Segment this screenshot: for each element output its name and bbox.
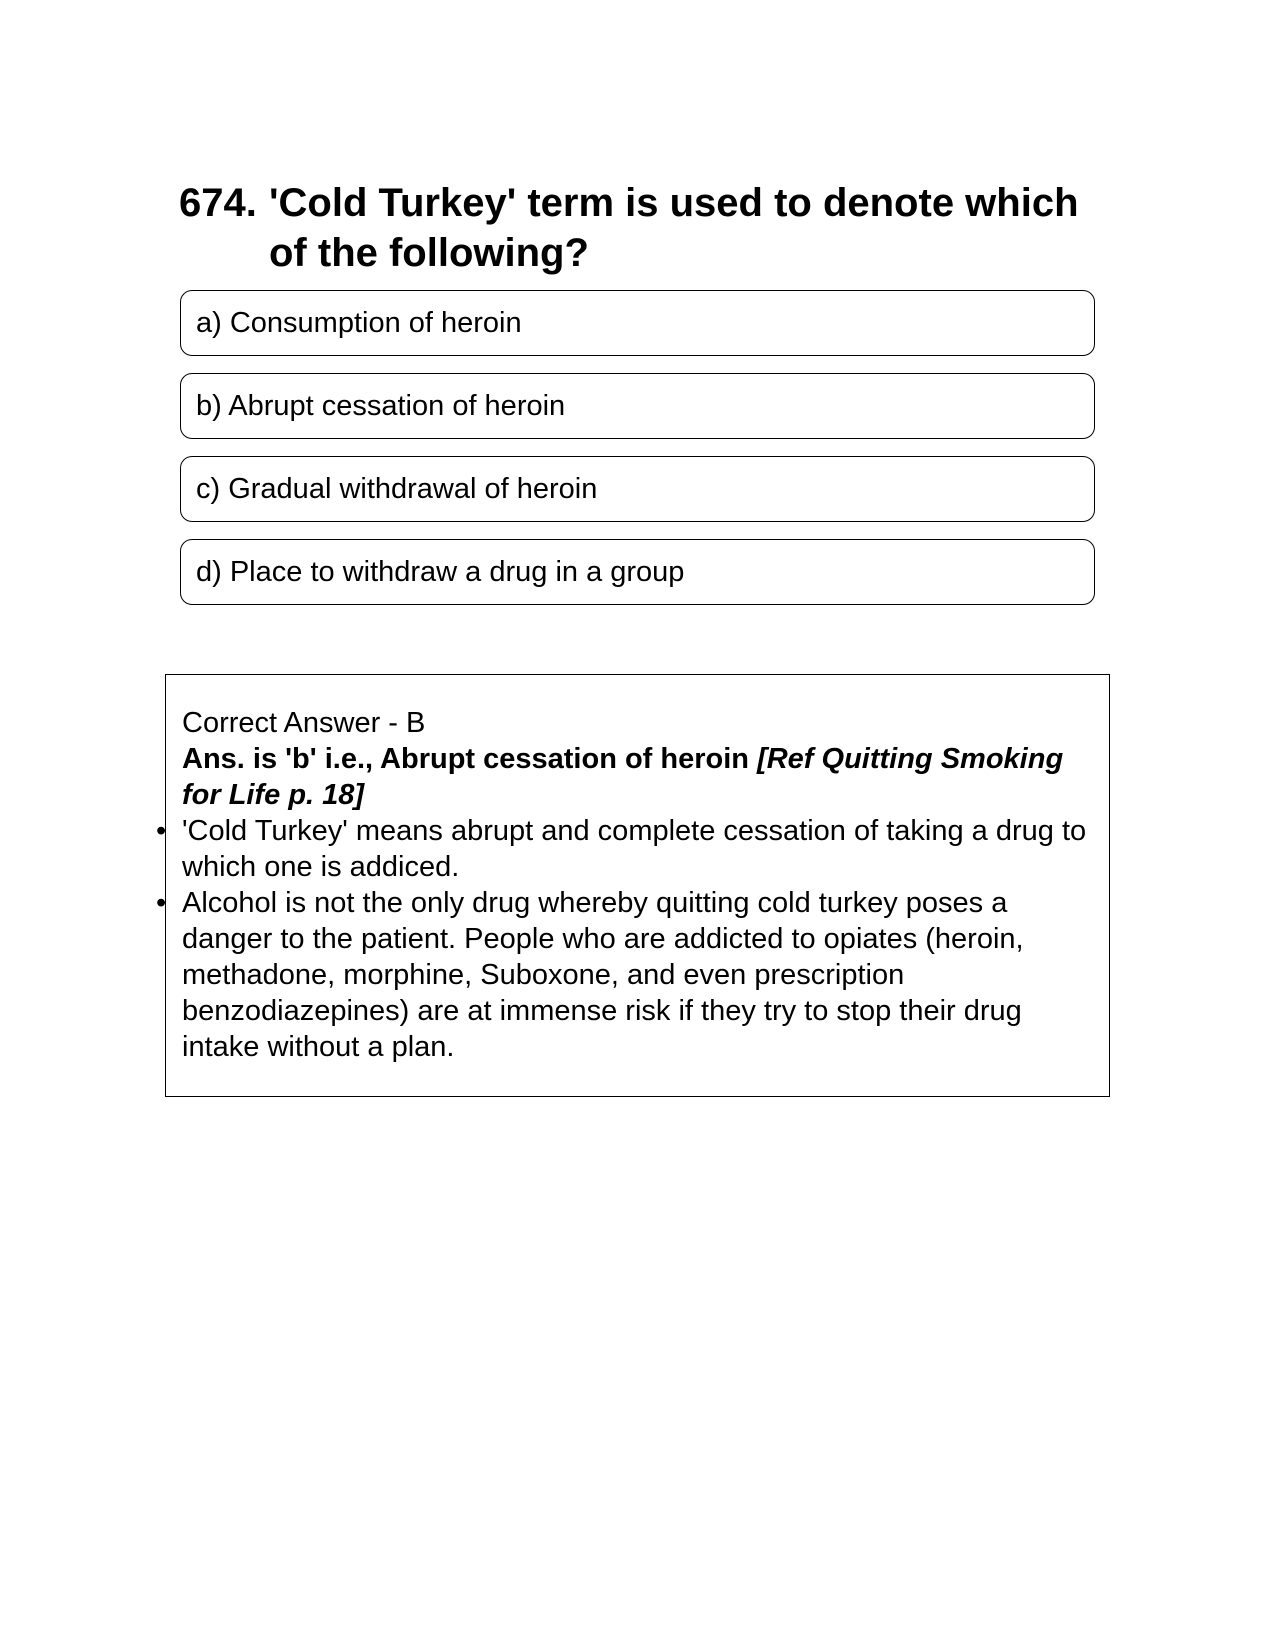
bullet-icon: • xyxy=(156,815,167,847)
answer-explanation xyxy=(182,741,1097,813)
bullet-text: Alcohol is not the only drug whereby quitting cold turkey poses a danger to the patient. People who are addicted to opiates (heroin, methadone, morphine, Suboxone, and even prescription benzodiazepines) are at immense risk if they try to stop their drug intake without a plan. xyxy=(182,887,1024,1063)
answer-explanation-bold: Ans. is 'b' i.e., Abrupt cessation of heroin xyxy=(182,743,758,775)
list-item xyxy=(156,885,1097,1065)
bullet-icon: • xyxy=(156,887,167,919)
answer-content xyxy=(156,705,1097,1065)
option-c[interactable]: c) Gradual withdrawal of heroin xyxy=(180,456,1095,522)
list-item xyxy=(156,813,1097,885)
option-d[interactable]: d) Place to withdraw a drug in a group xyxy=(180,539,1095,605)
answer-box xyxy=(156,674,1110,1097)
option-a[interactable]: a) Consumption of heroin xyxy=(180,290,1095,356)
correct-answer-label: Correct Answer - B xyxy=(182,707,426,739)
bullet-text: 'Cold Turkey' means abrupt and complete cessation of taking a drug to which one is addiced. xyxy=(182,815,1087,883)
explanation-bullets xyxy=(156,813,1097,1065)
answer-reference: [Ref Quitting Smoking for Life p. 18] xyxy=(182,743,1064,811)
question-number: 674. xyxy=(179,181,257,225)
option-b[interactable]: b) Abrupt cessation of heroin xyxy=(180,373,1095,439)
question-text: 'Cold Turkey' term is used to denote which of the following? xyxy=(269,181,1079,275)
question-heading xyxy=(179,178,1079,278)
